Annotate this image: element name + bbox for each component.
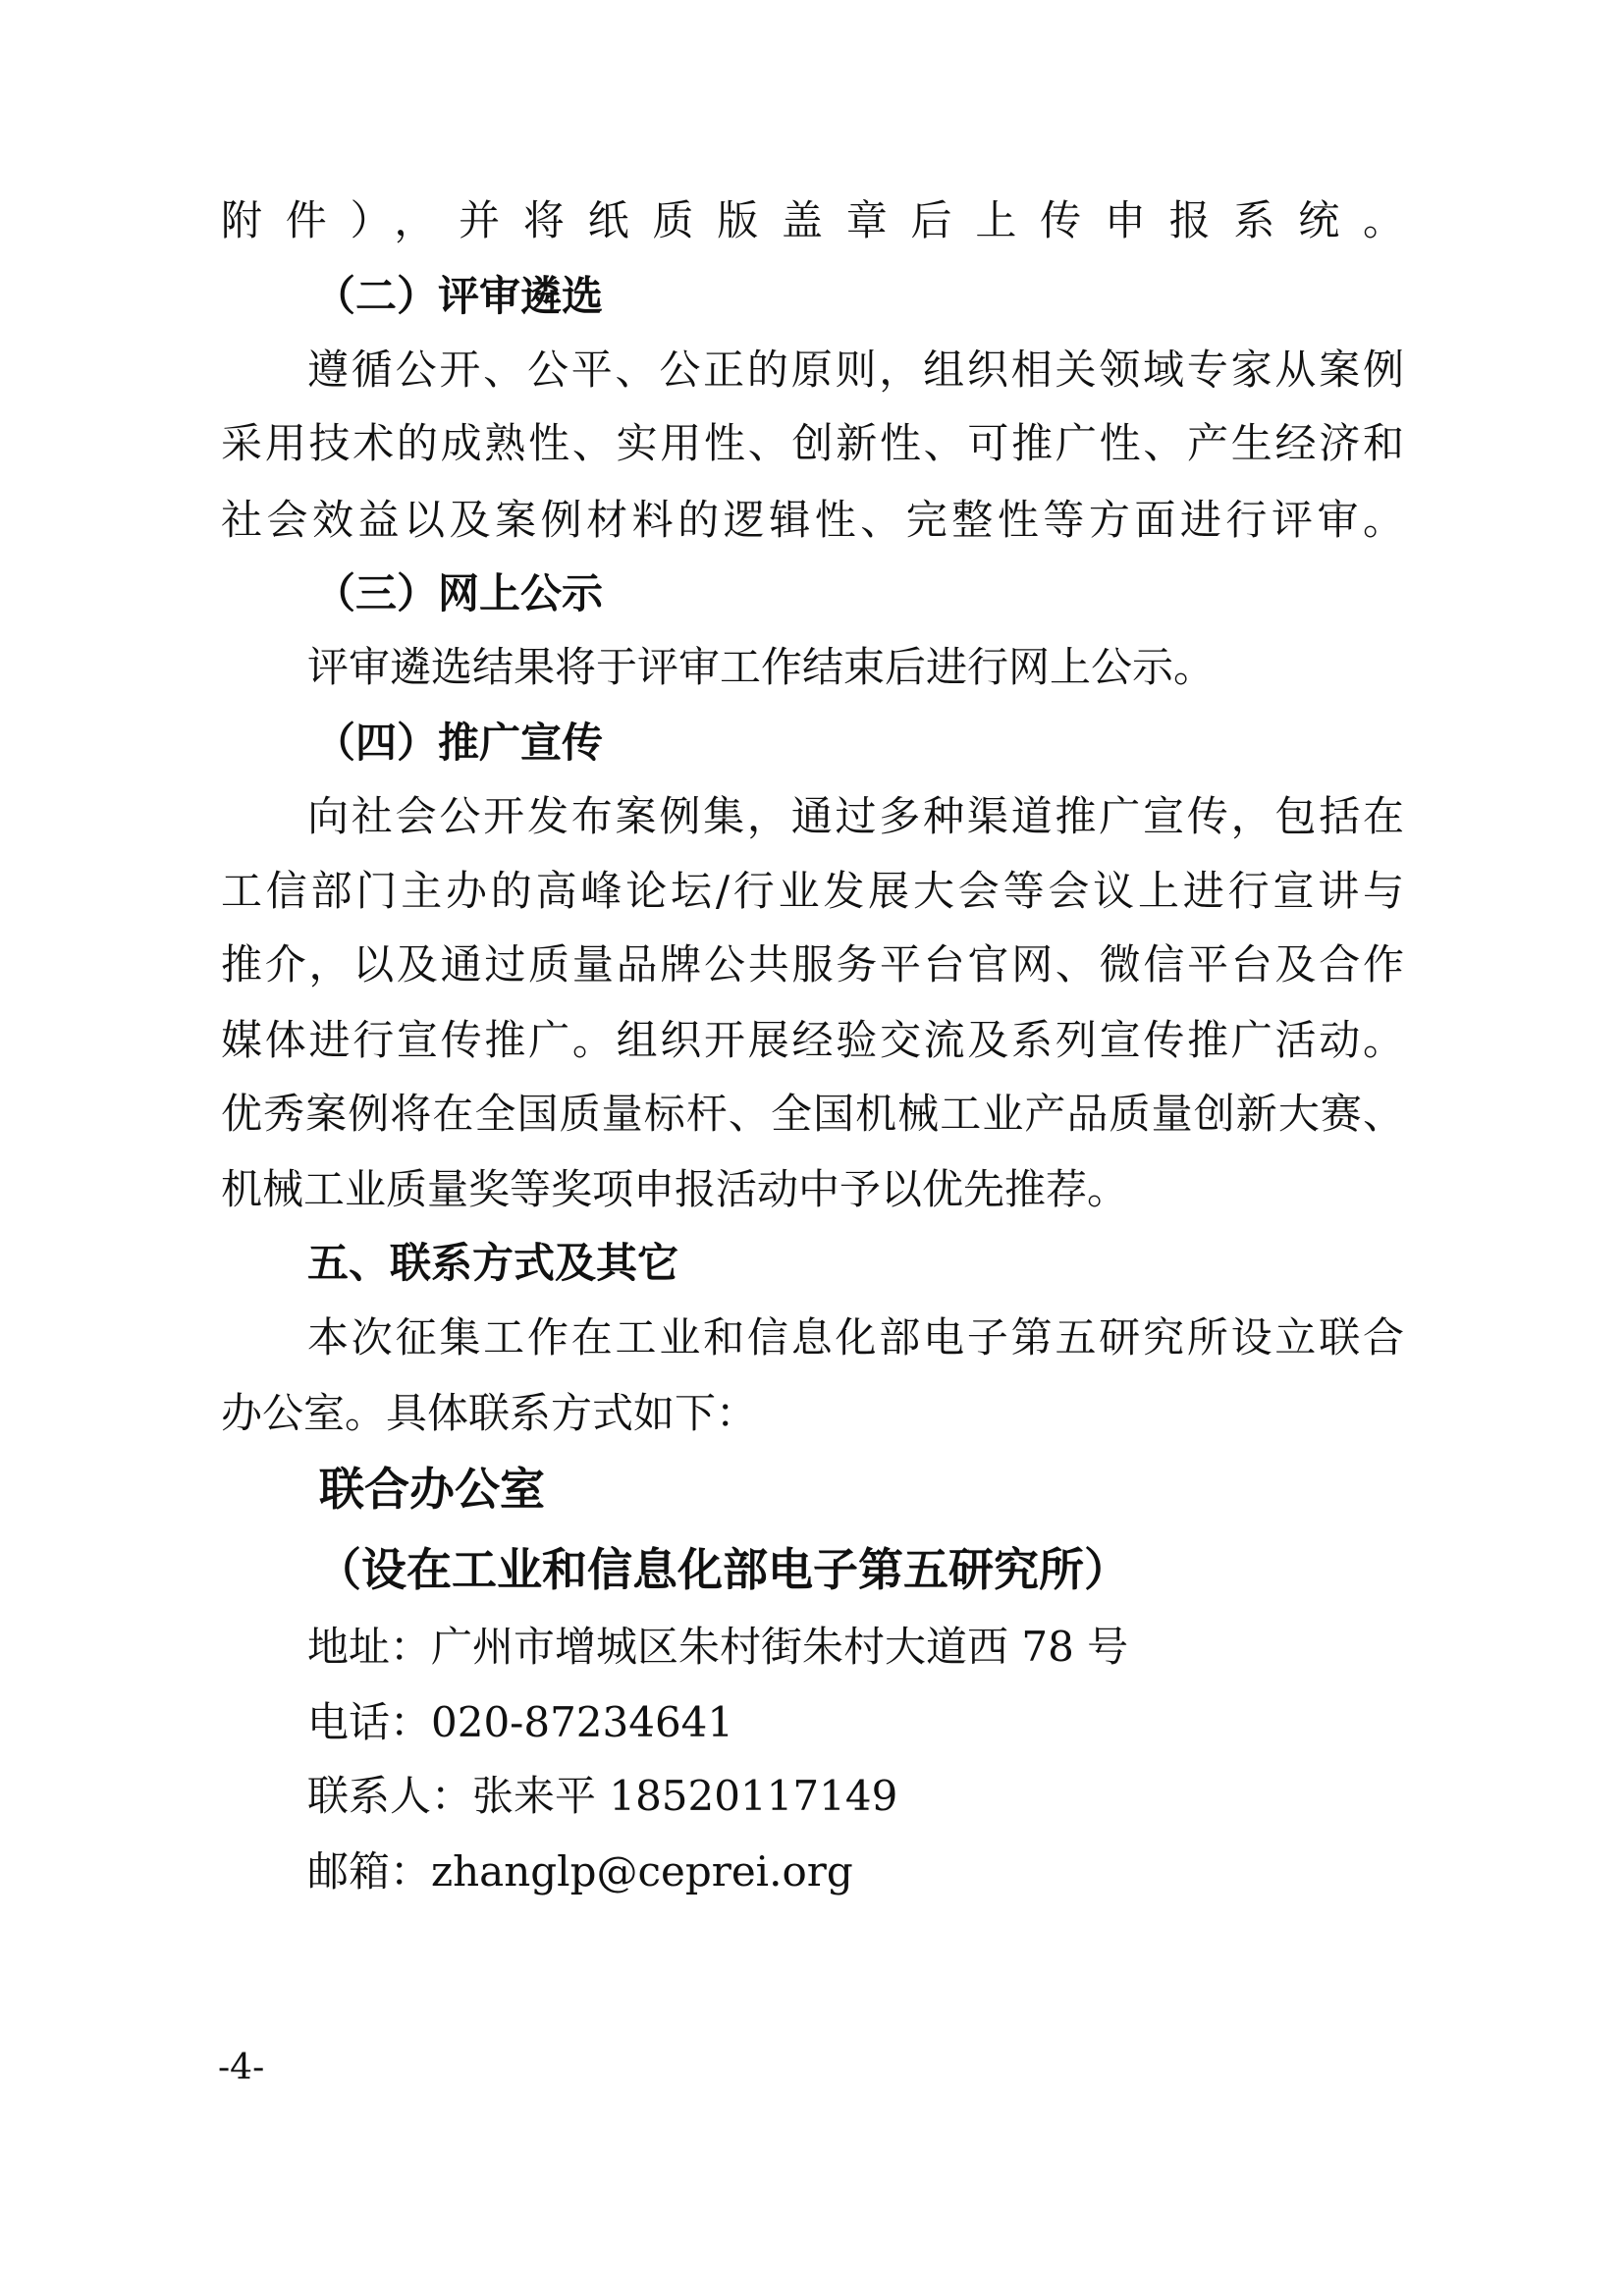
paragraph-line: 办公室。具体联系方式如下：	[221, 1389, 758, 1437]
office-subtitle: （设在工业和信息化部电子第五研究所）	[316, 1543, 1129, 1596]
contact-email: 邮箱：zhanglp@ceprei.org	[307, 1847, 853, 1896]
section-heading-promotion: （四）推广宣传	[314, 719, 604, 767]
paragraph-line: 本次征集工作在工业和信息化部电子第五研究所设立联合	[307, 1313, 1404, 1362]
office-title: 联合办公室	[319, 1463, 545, 1516]
paragraph-line: 推介，以及通过质量品牌公共服务平台官网、微信平台及合作	[221, 940, 1404, 988]
section-heading-review: （二）评审遴选	[314, 272, 604, 320]
paragraph-line: 评审遴选结果将于评审工作结束后进行网上公示。	[307, 643, 1216, 691]
paragraph-line: 媒体进行宣传推广。组织开展经验交流及系列宣传推广活动。	[221, 1016, 1404, 1064]
paragraph-line: 机械工业质量奖等奖项申报活动中予以优先推荐。	[221, 1165, 1129, 1213]
paragraph-line: 社会效益以及案例材料的逻辑性、完整性等方面进行评审。	[221, 496, 1404, 544]
contact-phone: 电话：020-87234641	[307, 1698, 734, 1746]
section-heading-contact: 五、联系方式及其它	[307, 1239, 679, 1287]
section-heading-publicity: （三）网上公示	[314, 569, 604, 617]
paragraph-line: 工信部门主办的高峰论坛/行业发展大会等会议上进行宣讲与	[221, 867, 1404, 915]
paragraph-line: 优秀案例将在全国质量标杆、全国机械工业产品质量创新大赛、	[221, 1090, 1404, 1138]
paragraph-line: 附件），并将纸质版盖章后上传申报系统。	[221, 196, 1404, 244]
paragraph-line: 向社会公开发布案例集，通过多种渠道推广宣传，包括在	[307, 792, 1404, 840]
contact-person: 联系人：张来平 18520117149	[307, 1772, 898, 1820]
contact-address: 地址：广州市增城区朱村街朱村大道西 78 号	[307, 1623, 1129, 1671]
paragraph-line: 遵循公开、公平、公正的原则，组织相关领域专家从案例	[307, 346, 1404, 394]
paragraph-line: 采用技术的成熟性、实用性、创新性、可推广性、产生经济和	[221, 419, 1404, 467]
page-number: -4-	[218, 2048, 265, 2088]
